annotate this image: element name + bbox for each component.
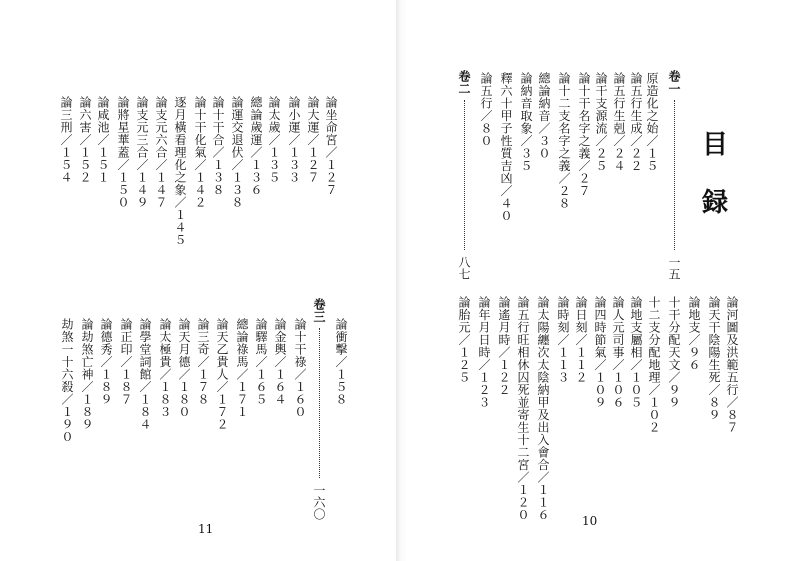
toc-entry[interactable]: 論時刻／１１３ [556, 296, 570, 384]
toc-entry[interactable]: 十干分配天文／９９ [667, 296, 681, 409]
toc-entry[interactable]: 論三刑／１５４ [59, 96, 73, 184]
page-number-left: 11 [198, 522, 214, 536]
toc-entry[interactable]: 論小運／１３３ [287, 96, 301, 184]
toc-entry[interactable]: 論五行／８０ [479, 72, 493, 147]
toc-entry[interactable]: 論學堂詞館／１８４ [138, 318, 152, 431]
toc-entry[interactable]: 總論祿馬／１７１ [235, 318, 249, 418]
toc-entry[interactable]: 論支元三合／１４９ [135, 96, 149, 209]
toc-entry[interactable]: 論天月德／１８０ [177, 318, 191, 418]
toc-entry[interactable]: 論地支／９６ [687, 296, 701, 371]
toc-entry[interactable]: 論五行旺相休囚死並寄生十二宮／１２０ [516, 296, 530, 521]
toc-entry[interactable]: 論運交退伏／１３８ [230, 96, 244, 209]
toc-entry[interactable]: 劫煞一十六殺／１９０ [60, 318, 74, 443]
toc-entry[interactable]: 論五行生剋／２４ [612, 72, 626, 172]
volume-3-label: 卷三 [312, 298, 326, 323]
toc-entry[interactable]: 論太歲／１３５ [267, 96, 281, 184]
toc-entry[interactable]: 論六害／１５２ [78, 96, 92, 184]
toc-entry[interactable]: 原造化之始／１５ [645, 72, 659, 172]
toc-entry[interactable]: 論三奇／１７８ [196, 318, 210, 406]
volume-3-leader [319, 328, 320, 478]
toc-entry[interactable]: 論太陽纏次太陰納甲及出入會合／１１６ [536, 296, 550, 521]
toc-entry[interactable]: 論十干祿／１６０ [293, 318, 307, 418]
toc-entry[interactable]: 論納音取象／３５ [519, 72, 533, 172]
toc-entry[interactable]: 論十干合／１３８ [211, 96, 225, 196]
toc-entry[interactable]: 論劫煞亡神／１８９ [80, 318, 94, 431]
toc-entry[interactable]: 論大運／１２７ [306, 96, 320, 184]
volume-2-label: 卷二 [457, 70, 471, 95]
toc-entry[interactable]: 論金輿／１６４ [273, 318, 287, 406]
toc-entry[interactable]: 論德秀／１８９ [99, 318, 113, 406]
toc-entry[interactable]: 論衝擊／１５８ [334, 318, 348, 406]
toc-entry[interactable]: 論五行生成／２２ [629, 72, 643, 172]
toc-entry[interactable]: 論遙月時／１２２ [497, 296, 511, 396]
toc-entry[interactable]: 論地支屬相／１０５ [629, 296, 643, 409]
toc-entry[interactable]: 論干支源流／２５ [594, 72, 608, 172]
volume-3-range: 一六〇 [312, 484, 326, 520]
toc-entry[interactable]: 論太極貴／１８３ [158, 318, 172, 418]
toc-entry[interactable]: 論人元司事／１０６ [611, 296, 625, 409]
toc-entry[interactable]: 論河圖及洪範五行／８７ [725, 296, 739, 434]
toc-entry[interactable]: 論日刻／１１２ [574, 296, 588, 384]
toc-entry[interactable]: 論坐命宮／１２７ [324, 96, 338, 196]
toc-title-char-1: 目 [702, 130, 729, 160]
volume-2-range: 八七 [457, 256, 471, 280]
toc-entry[interactable]: 論天乙貴人／１７２ [215, 318, 229, 431]
toc-entry[interactable]: 論天干陰陽生死／８９ [707, 296, 721, 421]
toc-entry[interactable]: 論驛馬／１６５ [254, 318, 268, 406]
toc-entry[interactable]: 論十二支名字之義／２８ [557, 72, 571, 210]
toc-entry[interactable]: 釋六十甲子性質吉凶／４０ [499, 72, 513, 222]
toc-entry[interactable]: 總論納音／３０ [537, 72, 551, 160]
page-number-right: 10 [582, 514, 598, 528]
volume-1-range: 一五 [667, 256, 681, 280]
book-gutter [396, 0, 408, 561]
toc-entry[interactable]: 論四時節氣／１０９ [593, 296, 607, 409]
toc-entry[interactable]: 論十干名字之義／２７ [577, 72, 591, 197]
toc-entry[interactable]: 論胎元／１２５ [457, 296, 471, 384]
toc-entry[interactable]: 總論歲運／１３６ [249, 96, 263, 196]
toc-entry[interactable]: 論年月日時／１２３ [477, 296, 491, 409]
toc-entry[interactable]: 論支元六合／１４７ [154, 96, 168, 209]
toc-entry[interactable]: 論正印／１８７ [119, 318, 133, 406]
toc-entry[interactable]: 逐月橫看理化之象／１４５ [173, 96, 187, 246]
toc-entry[interactable]: 十二支分配地理／１０２ [647, 296, 661, 434]
toc-entry[interactable]: 論將星華蓋／１５０ [116, 96, 130, 209]
volume-1-label: 卷一 [667, 70, 681, 95]
volume-1-leader [674, 100, 675, 250]
volume-2-leader [464, 100, 465, 250]
toc-entry[interactable]: 論咸池／１５１ [96, 96, 110, 184]
toc-title-char-2: 録 [702, 188, 729, 218]
toc-entry[interactable]: 論十干化氣／１４２ [193, 96, 207, 209]
